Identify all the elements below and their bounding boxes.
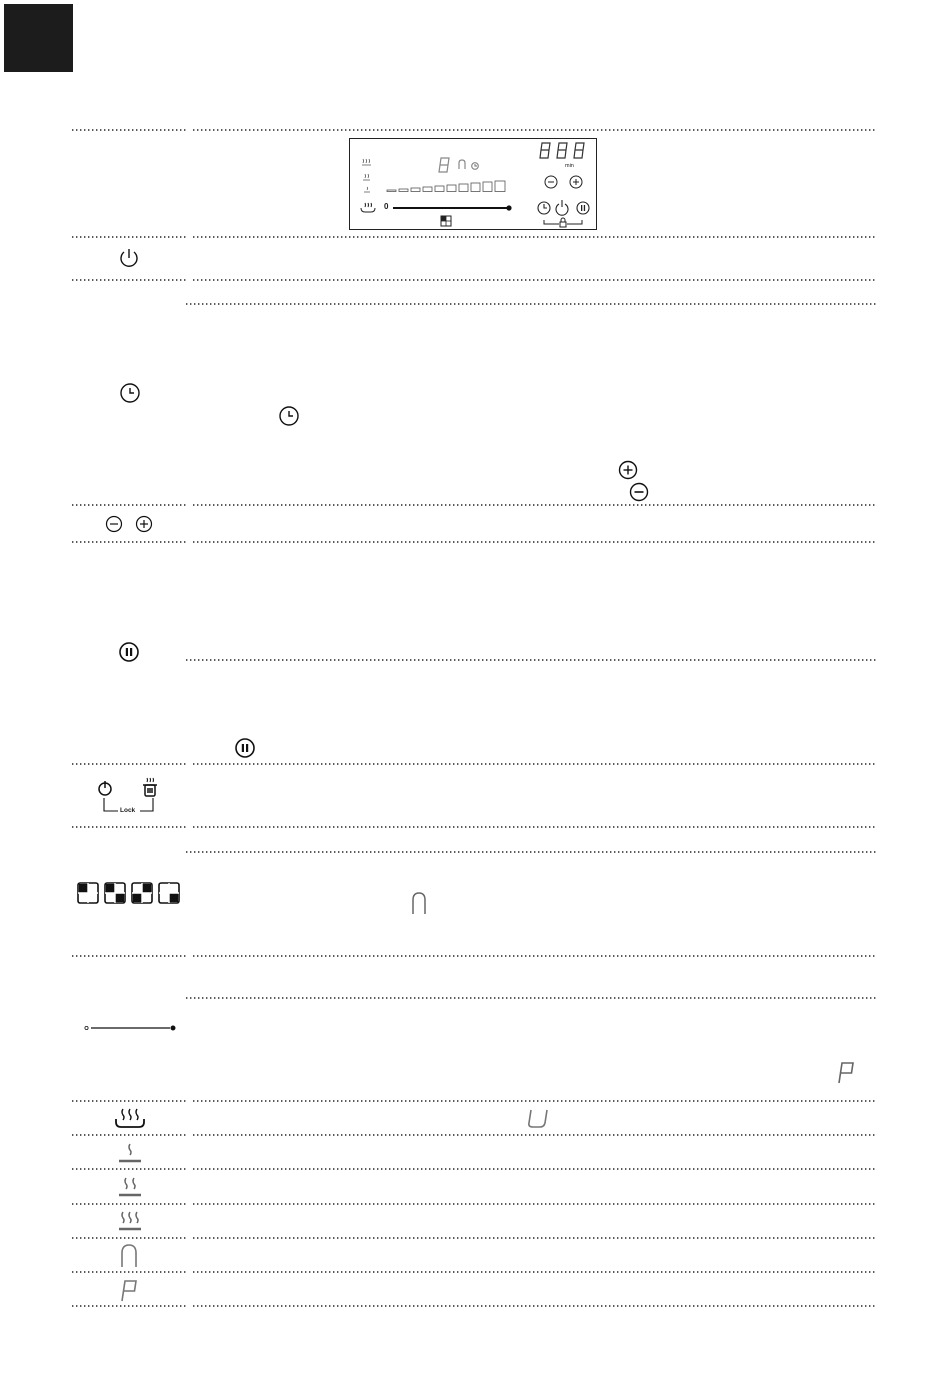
warm-level-1-icon — [116, 1140, 144, 1166]
u-symbol-icon — [526, 1107, 548, 1129]
slider-zero-label: 0 — [384, 202, 389, 211]
timer-icon-inline — [278, 405, 300, 427]
residual-heat-icon-inline — [410, 890, 428, 916]
keep-warm-icon — [113, 1107, 147, 1129]
minutes-label: min — [565, 163, 574, 169]
control-panel-illustration — [349, 138, 597, 230]
boost-p-icon-inline — [835, 1060, 857, 1084]
warm-level-3-icon — [116, 1208, 144, 1234]
minus-icon-inline — [628, 481, 650, 503]
lock-label: Lock — [120, 807, 136, 814]
timer-icon — [119, 382, 141, 404]
hot-symbol-icon — [118, 1242, 140, 1268]
power-icon — [118, 247, 140, 269]
control-panel-drawing — [349, 138, 597, 230]
warm-level-2-icon — [116, 1174, 144, 1200]
slider-icon — [84, 1023, 178, 1033]
pause-icon-inline — [234, 737, 256, 759]
pause-icon — [118, 641, 140, 663]
boost-p-icon — [118, 1277, 140, 1303]
lock-combination — [94, 776, 164, 816]
plus-icon-inline — [617, 459, 639, 481]
zone-select-icons — [77, 882, 183, 904]
plus-icon — [134, 514, 154, 534]
minus-icon — [104, 514, 124, 534]
